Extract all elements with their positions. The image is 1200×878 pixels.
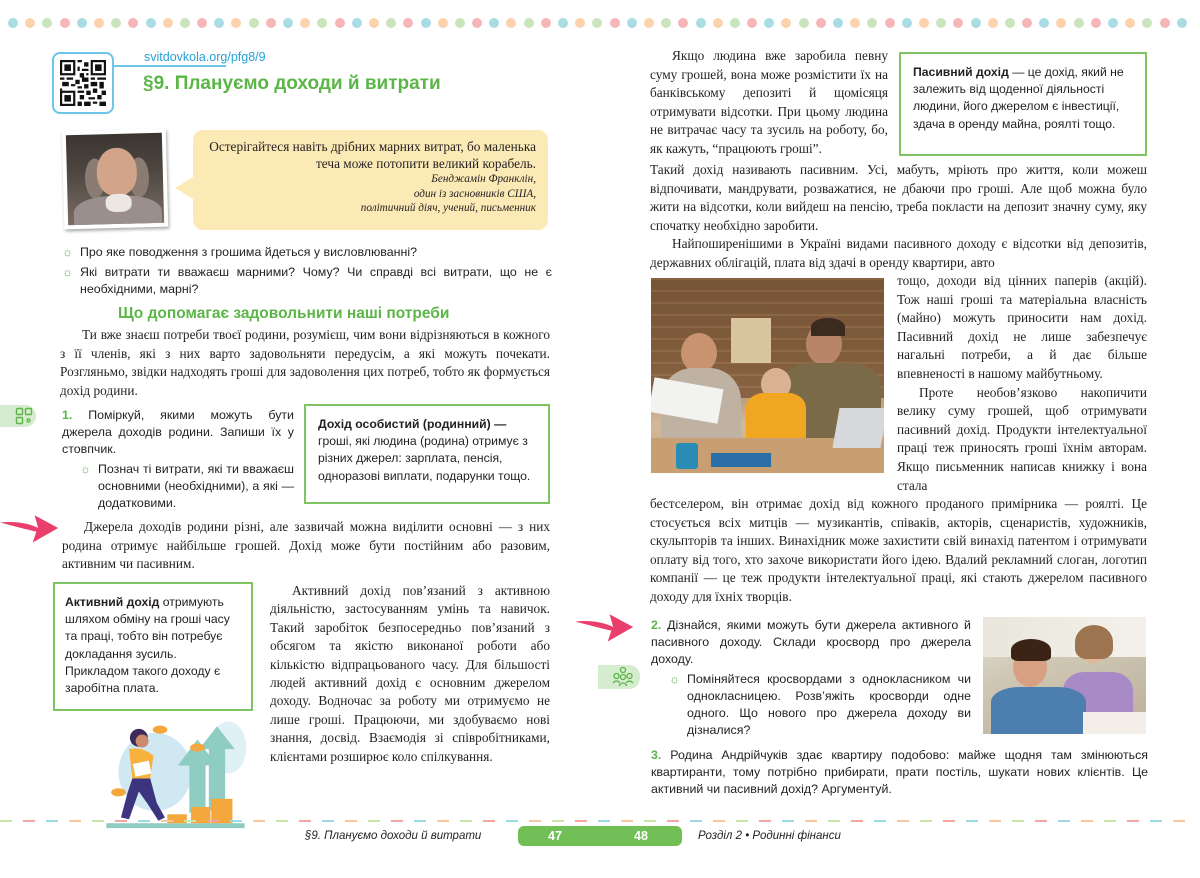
decorative-dot: [455, 18, 465, 28]
sun-bullet-icon: ☼: [62, 265, 73, 279]
decorative-dot: [60, 18, 70, 28]
decorative-dash: [1104, 820, 1116, 822]
decorative-dash: [460, 820, 472, 822]
decorative-dot: [231, 18, 241, 28]
decorative-dash: [966, 820, 978, 822]
decorative-dash: [368, 820, 380, 822]
decorative-dot: [403, 18, 413, 28]
decorative-dash: [690, 820, 702, 822]
decorative-dash: [621, 820, 633, 822]
decorative-dot: [163, 18, 173, 28]
quote-text: Остерігайтеся навіть дрібних марних витрат, бо маленька теча може потопити великий корабель.: [209, 139, 536, 171]
decorative-dot: [1056, 18, 1066, 28]
decorative-dot: [335, 18, 345, 28]
decorative-dash: [69, 820, 81, 822]
pointer-arrow-icon: [0, 510, 60, 546]
decorative-dash: [598, 820, 610, 822]
decorative-dot: [610, 18, 620, 28]
decorative-dot: [850, 18, 860, 28]
decorative-dot: [764, 18, 774, 28]
decorative-dash: [276, 820, 288, 822]
decorative-dot: [128, 18, 138, 28]
decorative-dot: [988, 18, 998, 28]
decorative-dash: [805, 820, 817, 822]
decorative-dot: [919, 18, 929, 28]
page-number-right: 48: [634, 829, 648, 843]
decorative-dash: [644, 820, 656, 822]
definition-passive-income: Пасивний дохід — це дохід, який не залежить від щоденної діяльності людини, його джерелом є інвестиції, здача в оренду майна, роялті тощо.: [899, 52, 1147, 156]
decorative-dot: [867, 18, 877, 28]
passive-paragraph-continued: Такий дохід називають пасивним. Усі, мабуть, мріють про життя, коли можеш відпочивати, мандрувати, розважатися, не дбаючи про гроші. Але щоб можна було жити на відсотки, коли вийдеш на пенсію, треба покласти на депозит значну суму, яку спочатку необхідно заробити.: [650, 162, 1147, 233]
decorative-dash: [253, 820, 265, 822]
section-heading: Що допомагає задовольнити наші потреби: [118, 305, 450, 322]
decorative-dash: [1035, 820, 1047, 822]
decorative-dot: [1022, 18, 1032, 28]
quote-bubble: [193, 130, 548, 230]
family-finances-photo: [651, 278, 884, 473]
decorative-dot: [971, 18, 981, 28]
definition-active-income: Активний дохід отримують шляхом обміну на гроші часу та праці, тобто він потребує докладання зусиль. Прикладом такого доходу є заробітна плата.: [53, 582, 253, 711]
decorative-dash: [0, 820, 12, 822]
decorative-dash: [943, 820, 955, 822]
decorative-dot: [369, 18, 379, 28]
decorative-dot: [438, 18, 448, 28]
decorative-dash: [299, 820, 311, 822]
decorative-dot: [747, 18, 757, 28]
decorative-dash: [414, 820, 426, 822]
decorative-dot: [953, 18, 963, 28]
decorative-dot: [386, 18, 396, 28]
sun-bullet-icon: ☼: [669, 671, 680, 686]
decorative-dash: [575, 820, 587, 822]
qr-code[interactable]: [52, 52, 114, 114]
passive-intro-paragraph: Якщо людина вже заробила певну суму грошей, вона може розмістити їх на банківському депозиті й щомісяця отримувати відсотки. При цьому людина не витрачає часу та зусиль на роботу, бо, як кажуть, “працюють гроші”.: [650, 48, 888, 156]
franklin-portrait: [62, 129, 169, 230]
decorative-dot: [936, 18, 946, 28]
pointer-arrow-icon: [575, 609, 635, 645]
decorative-dot: [94, 18, 104, 28]
decorative-dash: [920, 820, 932, 822]
decorative-dot: [661, 18, 671, 28]
decorative-dash: [391, 820, 403, 822]
passive-types-continued: тощо, доходи від цінних паперів (акцій). Тож наші гроші та матеріальна власність (майно) можуть приносити нам дохід. Пасивний дохід не лише забезпечує нагальні потреби, а й дає більше впевненості в нашому майбутньому.: [897, 273, 1147, 381]
question-item: ☼ Які витрати ти вважаєш марними? Чому? Чи справді всі витрати, що не є необхідними, марні?: [62, 265, 552, 296]
qr-code-icon: [60, 60, 106, 106]
decorative-dot: [472, 18, 482, 28]
decorative-dot: [146, 18, 156, 28]
sun-bullet-icon: ☼: [80, 461, 91, 476]
decorative-dot: [730, 18, 740, 28]
footer-dashed-divider: [0, 820, 1200, 823]
decorative-dash: [1150, 820, 1162, 822]
decorative-dash: [736, 820, 748, 822]
decorative-dot: [1142, 18, 1152, 28]
royalties-paragraph: бестселером, він отримає дохід від кожного проданого примірника — роялті. Це стосується всіх митців — музикантів, співаків, акторів, сценаристів, художників, скульпторів та інших. Винахідник може захистити свій винахід патентом і отримувати оплату від того, хто захоче використати його ідею. Вдалий рекламний слоган, логотип компанії — це теж продукти інтелектуальної праці, які стають джерелом пасивного доходу для їхніх творців.: [650, 496, 1147, 604]
decorative-dot: [25, 18, 35, 28]
decorative-dot: [266, 18, 276, 28]
task-1-subtask: ☼ Познач ті витрати, які ти вважаєш основними (необхідними), а які — додатковими.: [80, 461, 294, 513]
decorative-dash: [230, 820, 242, 822]
decorative-dot: [249, 18, 259, 28]
decorative-dot: [885, 18, 895, 28]
decorative-dot: [627, 18, 637, 28]
decorative-dash: [828, 820, 840, 822]
decorative-dash: [897, 820, 909, 822]
quote-author-line: політичний діяч, учений, письменник: [360, 202, 536, 214]
decorative-dash: [1058, 820, 1070, 822]
decorative-dot: [352, 18, 362, 28]
page-title: §9. Плануємо доходи й витрати: [143, 73, 441, 94]
decorative-dot-border: [8, 18, 1198, 30]
decorative-dash: [46, 820, 58, 822]
decorative-dot: [696, 18, 706, 28]
decorative-dash: [161, 820, 173, 822]
decorative-dot: [506, 18, 516, 28]
decorative-dash: [207, 820, 219, 822]
decorative-dash: [851, 820, 863, 822]
decorative-dot: [781, 18, 791, 28]
decorative-dash: [138, 820, 150, 822]
decorative-dash: [322, 820, 334, 822]
decorative-dot: [558, 18, 568, 28]
decorative-dash: [552, 820, 564, 822]
decorative-dot: [1039, 18, 1049, 28]
decorative-dot: [77, 18, 87, 28]
decorative-dot: [1091, 18, 1101, 28]
task-grid-icon: [15, 407, 33, 425]
active-income-illustration: [95, 715, 260, 833]
decorative-dot: [644, 18, 654, 28]
students-reading-photo: [983, 617, 1146, 734]
decorative-dash: [667, 820, 679, 822]
decorative-dash: [506, 820, 518, 822]
decorative-dot: [180, 18, 190, 28]
decorative-dot: [524, 18, 534, 28]
decorative-dot: [421, 18, 431, 28]
decorative-dot: [1074, 18, 1084, 28]
decorative-dot: [833, 18, 843, 28]
decorative-dot: [592, 18, 602, 28]
page-number-left: 47: [548, 829, 562, 843]
decorative-dot: [317, 18, 327, 28]
decorative-dot: [214, 18, 224, 28]
intellectual-property-paragraph: Проте необов’язково накопичити велику суму грошей, щоб отримувати пасивний дохід. Продукти інтелектуальної праці теж приносять гроші їхнім авторам. Якщо письменник написав книжку і вона стала: [897, 384, 1147, 493]
decorative-dot: [283, 18, 293, 28]
task-1: 1. Поміркуй, якими можуть бути джерела доходів родини. Запиши їх у стовпчик. ☼ Познач ті витрати, які ти вважаєш основними (необхідними), а які — додатковими.: [62, 407, 294, 512]
decorative-dot: [816, 18, 826, 28]
decorative-dot: [1108, 18, 1118, 28]
income-sources-paragraph: Джерела доходів родини різні, але зазвичай можна виділити основні — з них родина отримує найбільше грошей. Дохід може бути постійним або разовим, активним чи пасивним.: [62, 519, 550, 572]
group-work-icon: [612, 666, 634, 688]
page-number-bar: [518, 826, 682, 846]
decorative-dash: [759, 820, 771, 822]
quote-author-line: один із засновників США,: [413, 187, 536, 200]
decorative-dash: [483, 820, 495, 822]
quote-author-line: Бенджамін Франклін,: [431, 173, 536, 185]
decorative-dot: [111, 18, 121, 28]
decorative-dash: [713, 820, 725, 822]
decorative-dash: [345, 820, 357, 822]
decorative-dot: [489, 18, 499, 28]
qr-connector-line: [114, 65, 226, 67]
decorative-dash: [437, 820, 449, 822]
decorative-dash: [1012, 820, 1024, 822]
decorative-dot: [42, 18, 52, 28]
decorative-dot: [902, 18, 912, 28]
decorative-dot: [1160, 18, 1170, 28]
sun-bullet-icon: ☼: [62, 245, 73, 259]
chapter-link[interactable]: svitdovkola.org/pfg8/9: [144, 50, 266, 64]
intro-paragraph: Ти вже знаєш потреби твоєї родини, розумієш, чим вони відрізняються в кожного з її членів, які з них варто задовольняти передусім, а які можуть почекати. Розгляньмо, звідки надходять гроші для задоволення цих потреб, тобто як формується дохід родини.: [60, 327, 550, 398]
decorative-dot: [1005, 18, 1015, 28]
decorative-dot: [1177, 18, 1187, 28]
definition-personal-income: Дохід особистий (родинний) — гроші, які людина (родина) отримує з різних джерел: зарплата, пенсія, одноразові виплати, подарунки тощо.: [304, 404, 550, 504]
decorative-dot: [575, 18, 585, 28]
passive-types-paragraph: Найпоширенішими в Україні видами пасивного доходу є відсотки від депозитів, державних облігацій, плата від здачі в оренду квартири, авто: [650, 236, 1147, 270]
decorative-dash: [92, 820, 104, 822]
decorative-dash: [782, 820, 794, 822]
decorative-dot: [541, 18, 551, 28]
decorative-dash: [874, 820, 886, 822]
decorative-dash: [1173, 820, 1185, 822]
decorative-dash: [23, 820, 35, 822]
decorative-dash: [1127, 820, 1139, 822]
question-item: ☼ Про яке поводження з грошима йдеться у висловлюванні?: [62, 245, 417, 259]
decorative-dash: [1081, 820, 1093, 822]
footer-chapter-title: Розділ 2 • Родинні фінанси: [698, 830, 841, 842]
decorative-dot: [678, 18, 688, 28]
task-3: 3. Родина Андрійчуків здає квартиру подобово: майже щодня там змінюються квартиранти, тому потрібно прибирати, прати постіль, шукати нових клієнтів. Це активний чи пасивний дохід? Аргументуй.: [651, 748, 1148, 797]
decorative-dot: [799, 18, 809, 28]
task-2: 2. Дізнайся, якими можуть бути джерела активного й пасивного доходу. Склади кросворд про джерела доходу. ☼ Поміняйтеся кросвордами з однокласником чи однокласницею. Розв’яжіть кросворди одне одного. Що нового про джерела доходу ви дізналися?: [651, 617, 971, 739]
decorative-dot: [197, 18, 207, 28]
decorative-dash: [115, 820, 127, 822]
task-2-subtask: ☼ Поміняйтеся кросвордами з однокласником чи однокласницею. Розв’яжіть кросворди одне одного. Що нового про джерела доходу ви дізналися?: [669, 671, 971, 740]
decorative-dash: [184, 820, 196, 822]
decorative-dash: [989, 820, 1001, 822]
decorative-dash: [529, 820, 541, 822]
decorative-dot: [8, 18, 18, 28]
decorative-dot: [713, 18, 723, 28]
footer-paragraph-title: §9. Плануємо доходи й витрати: [305, 830, 482, 842]
decorative-dot: [1125, 18, 1135, 28]
passive-side-column: [897, 272, 1147, 495]
active-income-paragraph: Активний дохід пов’язаний з активною діяльністю, застосуванням умінь та навичок. Такий заробіток безпосередньо пов’язаний з обсягом та якістю виконаної роботи або кількістю відпрацьованого часу. Для більшості людей активний дохід є основним джерелом доходу. Водночас за роботу ми отримуємо не лише гроші. Працюючи, ми здобуваємо нові знання, досвід. Взаємодія зі співробітниками, клієнтами розширює коло спілкування.: [270, 583, 550, 764]
decorative-dot: [300, 18, 310, 28]
